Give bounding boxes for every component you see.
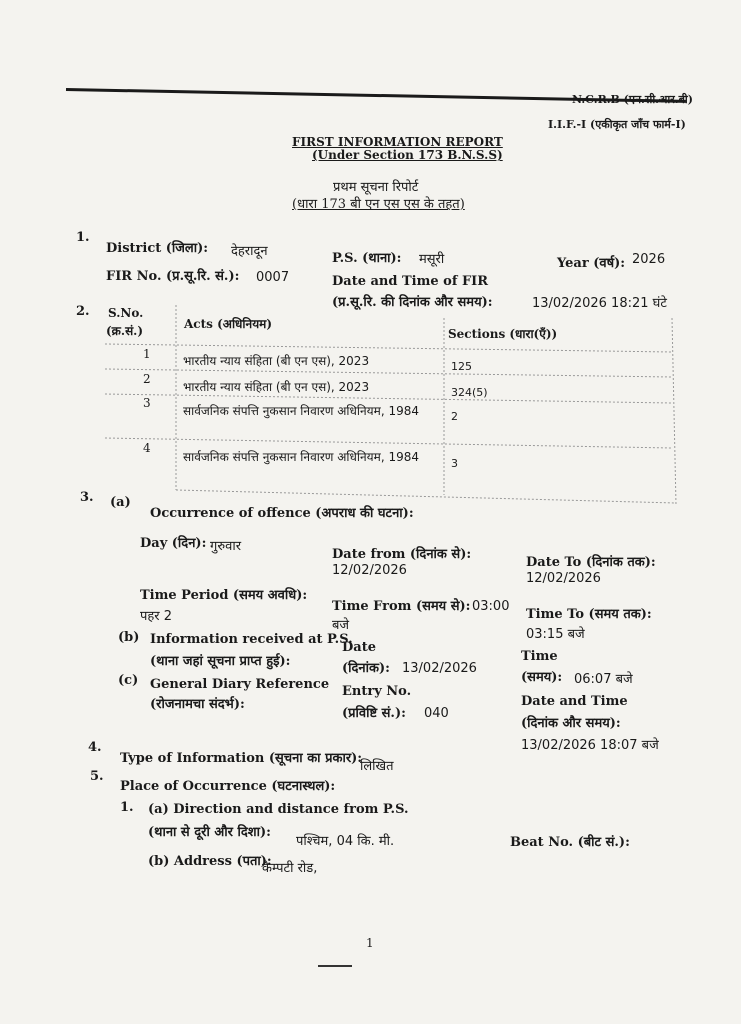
col-sections: Sections (धारा(एँ)) xyxy=(448,327,558,341)
time-period-value: पहर 2 xyxy=(140,609,173,624)
title-hi: प्रथम सूचना रिपोर्ट xyxy=(333,180,419,195)
district-value: देहरादून xyxy=(231,244,268,259)
table-row-4-sno: 4 xyxy=(143,441,151,455)
section-3-c: (c) xyxy=(118,673,139,688)
table-row-1-section: 125 xyxy=(451,360,472,373)
entry-no-label: Entry No. xyxy=(342,684,412,699)
section-2-number: 2. xyxy=(76,304,90,319)
time-from-value: 03:00 xyxy=(472,599,510,614)
fir-label: FIR No. (प्र.सू.रि. सं.): xyxy=(106,269,240,284)
title-en: FIRST INFORMATION REPORT xyxy=(292,135,503,149)
time-to-label: Time To (समय तक): xyxy=(526,607,652,622)
gd-datetime-label-hi: (दिनांक और समय): xyxy=(521,716,621,731)
day-value: गुरुवार xyxy=(210,539,242,554)
fir-value: 0007 xyxy=(256,270,290,285)
district-label: District (जिला): xyxy=(106,241,209,256)
direction-label-hi: (थाना से दूरी और दिशा): xyxy=(148,825,271,840)
fir-datetime-value: 13/02/2026 18:21 घंटे xyxy=(532,296,667,311)
info-date-label-hi: (दिनांक): xyxy=(342,661,390,676)
info-type-value: लिखित xyxy=(360,759,394,774)
page-number: 1 xyxy=(366,936,374,950)
place-label: Place of Occurrence (घटनास्थल): xyxy=(120,779,336,794)
date-from-value: 12/02/2026 xyxy=(332,563,407,578)
section-3-a: (a) xyxy=(110,495,131,510)
gd-datetime-value: 13/02/2026 18:07 बजे xyxy=(521,738,659,753)
info-time-value: 06:07 बजे xyxy=(574,672,633,687)
col-sno-hi: (क्र.सं.) xyxy=(106,324,144,338)
entry-no-value: 040 xyxy=(424,706,449,721)
gd-ref-label: General Diary Reference xyxy=(150,677,330,692)
table-row-4-act: सार्वजनिक संपत्ति नुकसान निवारण अधिनियम, 1984 xyxy=(183,450,419,464)
table-row-2-section: 324(5) xyxy=(451,386,488,399)
section-3-b: (b) xyxy=(118,630,140,645)
table-row-1-act: भारतीय न्याय संहिता (बी एन एस), 2023 xyxy=(183,354,370,368)
address-label: (b) Address (पता): xyxy=(148,854,272,869)
time-from-label: Time From (समय से): xyxy=(332,599,471,614)
table-row-3-sno: 3 xyxy=(143,396,151,410)
time-to-value: 03:15 बजे xyxy=(526,627,585,642)
gd-ref-label-hi: (रोजनामचा संदर्भ): xyxy=(150,697,245,712)
info-received-label: Information received at P.S. xyxy=(150,632,353,647)
ps-value: मसूरी xyxy=(419,252,445,267)
ncrb-label: N.C.R.B (एन.सी.आर.बी) xyxy=(572,93,693,106)
fir-datetime-label-hi: (प्र.सू.रि. की दिनांक और समय): xyxy=(332,295,493,310)
table-row-1-sno: 1 xyxy=(143,347,151,361)
table-row-2-act: भारतीय न्याय संहिता (बी एन एस), 2023 xyxy=(183,380,370,394)
col-acts: Acts (अधिनियम) xyxy=(184,317,273,331)
table-row-3-section: 2 xyxy=(451,410,458,423)
ps-label: P.S. (थाना): xyxy=(332,251,402,266)
address-value: कैम्पटी रोड, xyxy=(262,861,318,876)
fir-datetime-label: Date and Time of FIR xyxy=(332,274,489,289)
info-date-label: Date xyxy=(342,640,376,655)
date-from-label: Date from (दिनांक से): xyxy=(332,547,472,562)
footer-rule xyxy=(318,965,352,967)
section-3-number: 3. xyxy=(80,490,94,505)
date-to-label: Date To (दिनांक तक): xyxy=(526,555,656,570)
year-label: Year (वर्ष): xyxy=(557,256,626,271)
place-sub-number: 1. xyxy=(120,800,134,815)
info-time-label: Time xyxy=(521,649,558,664)
occurrence-label: Occurrence of offence (अपराध की घटना): xyxy=(150,506,414,521)
table-row-2-sno: 2 xyxy=(143,372,151,386)
entry-no-label-hi: (प्रविष्टि सं.): xyxy=(342,706,406,721)
form-code: I.I.F.-I (एकीकृत जाँच फार्म-I) xyxy=(548,118,686,131)
beat-no-label: Beat No. (बीट सं.): xyxy=(510,835,630,850)
year-value: 2026 xyxy=(632,252,666,267)
section-4-number: 4. xyxy=(88,740,102,755)
direction-value: पश्चिम, 04 कि. मी. xyxy=(296,834,395,849)
gd-datetime-label: Date and Time xyxy=(521,694,628,709)
subtitle-en: (Under Section 173 B.N.S.S) xyxy=(312,148,503,162)
time-from-unit: बजे xyxy=(332,618,350,633)
date-to-value: 12/02/2026 xyxy=(526,571,601,586)
info-date-value: 13/02/2026 xyxy=(402,661,477,676)
subtitle-hi: (धारा 173 बी एन एस एस के तहत) xyxy=(292,197,465,212)
time-period-label: Time Period (समय अवधि): xyxy=(140,588,308,603)
section-5-number: 5. xyxy=(90,769,104,784)
day-label: Day (दिन): xyxy=(140,536,207,551)
info-type-label: Type of Information (सूचना का प्रकार): xyxy=(120,751,363,766)
table-row-3-act: सार्वजनिक संपत्ति नुकसान निवारण अधिनियम, 1984 xyxy=(183,404,419,418)
info-time-label-hi: (समय): xyxy=(521,670,563,685)
section-1-number: 1. xyxy=(76,230,90,245)
direction-label: (a) Direction and distance from P.S. xyxy=(148,802,409,817)
col-sno: S.No. xyxy=(108,306,144,320)
info-received-label-hi: (थाना जहां सूचना प्राप्त हुई): xyxy=(150,654,291,669)
table-row-4-section: 3 xyxy=(451,457,458,470)
